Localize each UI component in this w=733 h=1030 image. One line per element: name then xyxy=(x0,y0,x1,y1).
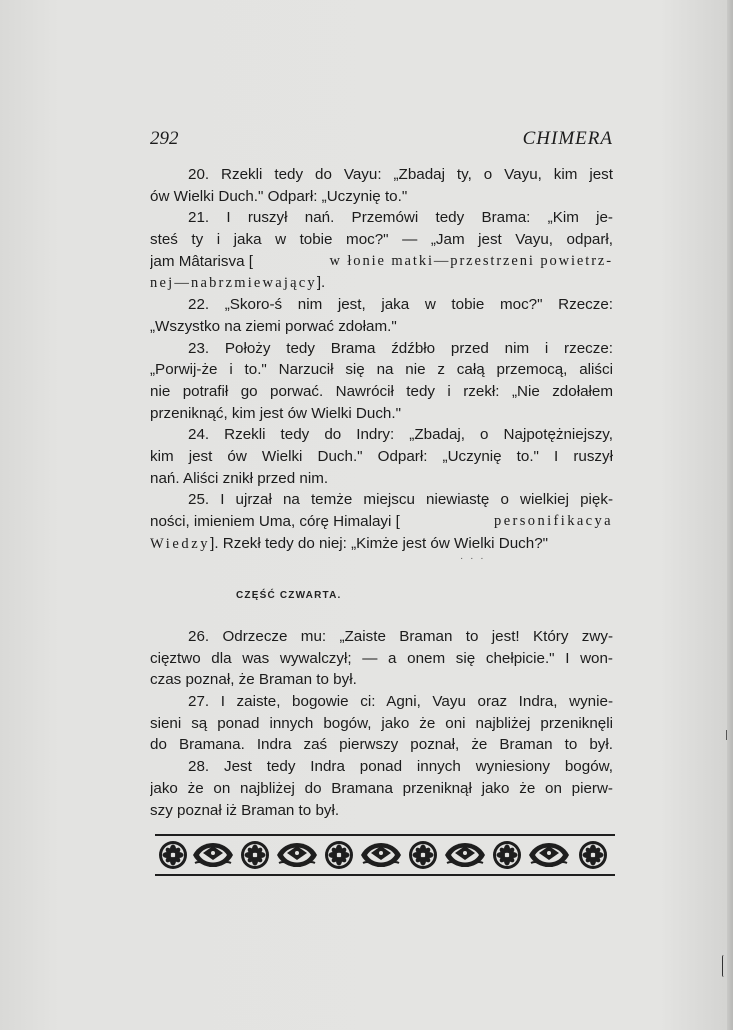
spaced-gloss: nej—nabrzmiewający xyxy=(150,275,317,292)
text-line: 28. Jest tedy Indra ponad innych wyniesiony bogów, xyxy=(188,758,613,776)
spaced-gloss: Wiedzy xyxy=(150,535,211,552)
page-edge xyxy=(727,0,733,1030)
text-line: „Porwij-że i to." Narzucił się na nie z całą przemocą, aliści xyxy=(150,361,613,379)
text-line: 23. Położy tedy Brama źdźbło przed nim i rzecze: xyxy=(188,339,613,357)
text-line: „Wszystko na ziemi porwać zdołam." xyxy=(150,317,397,335)
text-line: 22. „Skoro-ś nim jest, jaka w tobie moc?" Rzecze: xyxy=(188,296,613,314)
text-line: 27. I zaiste, bogowie ci: Agni, Vayu oraz Indra, wynie- xyxy=(188,693,613,711)
text-line: 21. I ruszył nań. Przemówi tedy Brama: „Kim je- xyxy=(188,209,613,227)
text-line xyxy=(150,251,613,273)
text-line: przeniknąć, kim jest ów Wielki Duch." xyxy=(150,404,401,422)
text-line: 26. Odrzecze mu: „Zaiste Braman to jest! Który zwy- xyxy=(188,628,613,645)
margin-mark xyxy=(726,730,731,740)
page-number: 292 xyxy=(150,128,179,149)
section-title: CZĘŚĆ CZWARTA. xyxy=(236,590,342,601)
text-block-part-three xyxy=(150,164,613,568)
spaced-gloss: personifikacya xyxy=(494,513,613,529)
text-line: nie potrafił go porwać. Nawrócił tedy i rzekł: „Nie zdołałem xyxy=(150,382,613,400)
text-line: 25. I ujrzał na temże miejscu niewiastę o wielkiej pięk- xyxy=(188,491,613,509)
text-line: 24. Rzekli tedy do Indry: „Zbadaj, o Najpotężniejszy, xyxy=(188,426,613,444)
text-line xyxy=(150,511,613,533)
text-line xyxy=(150,272,613,294)
text-line: czas poznał, że Braman to był. xyxy=(150,671,357,689)
text-fragment: ]. Rzekł tedy do niej: „Kimże jest ów Wielki Duch?" xyxy=(210,534,549,552)
text-fragment: ]. xyxy=(316,274,326,292)
text-line: sieni są ponad innych bogów, jako że oni najbliżej przeniknęli xyxy=(150,714,613,732)
page-header xyxy=(150,128,613,152)
text-line: 20. Rzekli tedy do Vayu: „Zbadaj ty, o Vayu, kim jest xyxy=(188,166,613,183)
text-fragment: ności, imieniem Uma, córę Himalayi [ xyxy=(150,513,400,530)
text-line: ów Wielki Duch." Odparł: „Uczynię to." xyxy=(150,187,408,205)
text-line: nań. Aliści znikł przed nim. xyxy=(150,469,329,487)
text-line xyxy=(150,533,613,555)
text-line: szy poznał iż Braman to był. xyxy=(150,801,340,819)
text-line: kim jest ów Wielki Duch." Odparł: „Uczynię to." I ruszył xyxy=(150,447,613,465)
running-title: CHIMERA xyxy=(522,128,613,149)
spaced-gloss: w łonie matki—przestrzeni powietrz- xyxy=(329,252,613,269)
margin-mark xyxy=(722,955,726,977)
ellipsis-mark: · · · xyxy=(460,553,486,565)
text-line: do Bramana. Indra zaś pierwszy poznał, że Braman to był. xyxy=(150,736,613,754)
text-line: cięztwo dla was wywalczył; — a onem się chełpicie." I won- xyxy=(150,649,613,667)
text-block-part-four xyxy=(150,626,613,821)
text-fragment: jam Mâtarisva [ xyxy=(150,252,253,270)
text-line: steś ty i jaka w tobie moc?" — „Jam jest Vayu, odparł, xyxy=(150,231,613,249)
floral-ornament-border xyxy=(155,830,615,880)
text-line: jako że on najbliżej do Bramana przeniknął jako że on pierw- xyxy=(150,779,613,797)
